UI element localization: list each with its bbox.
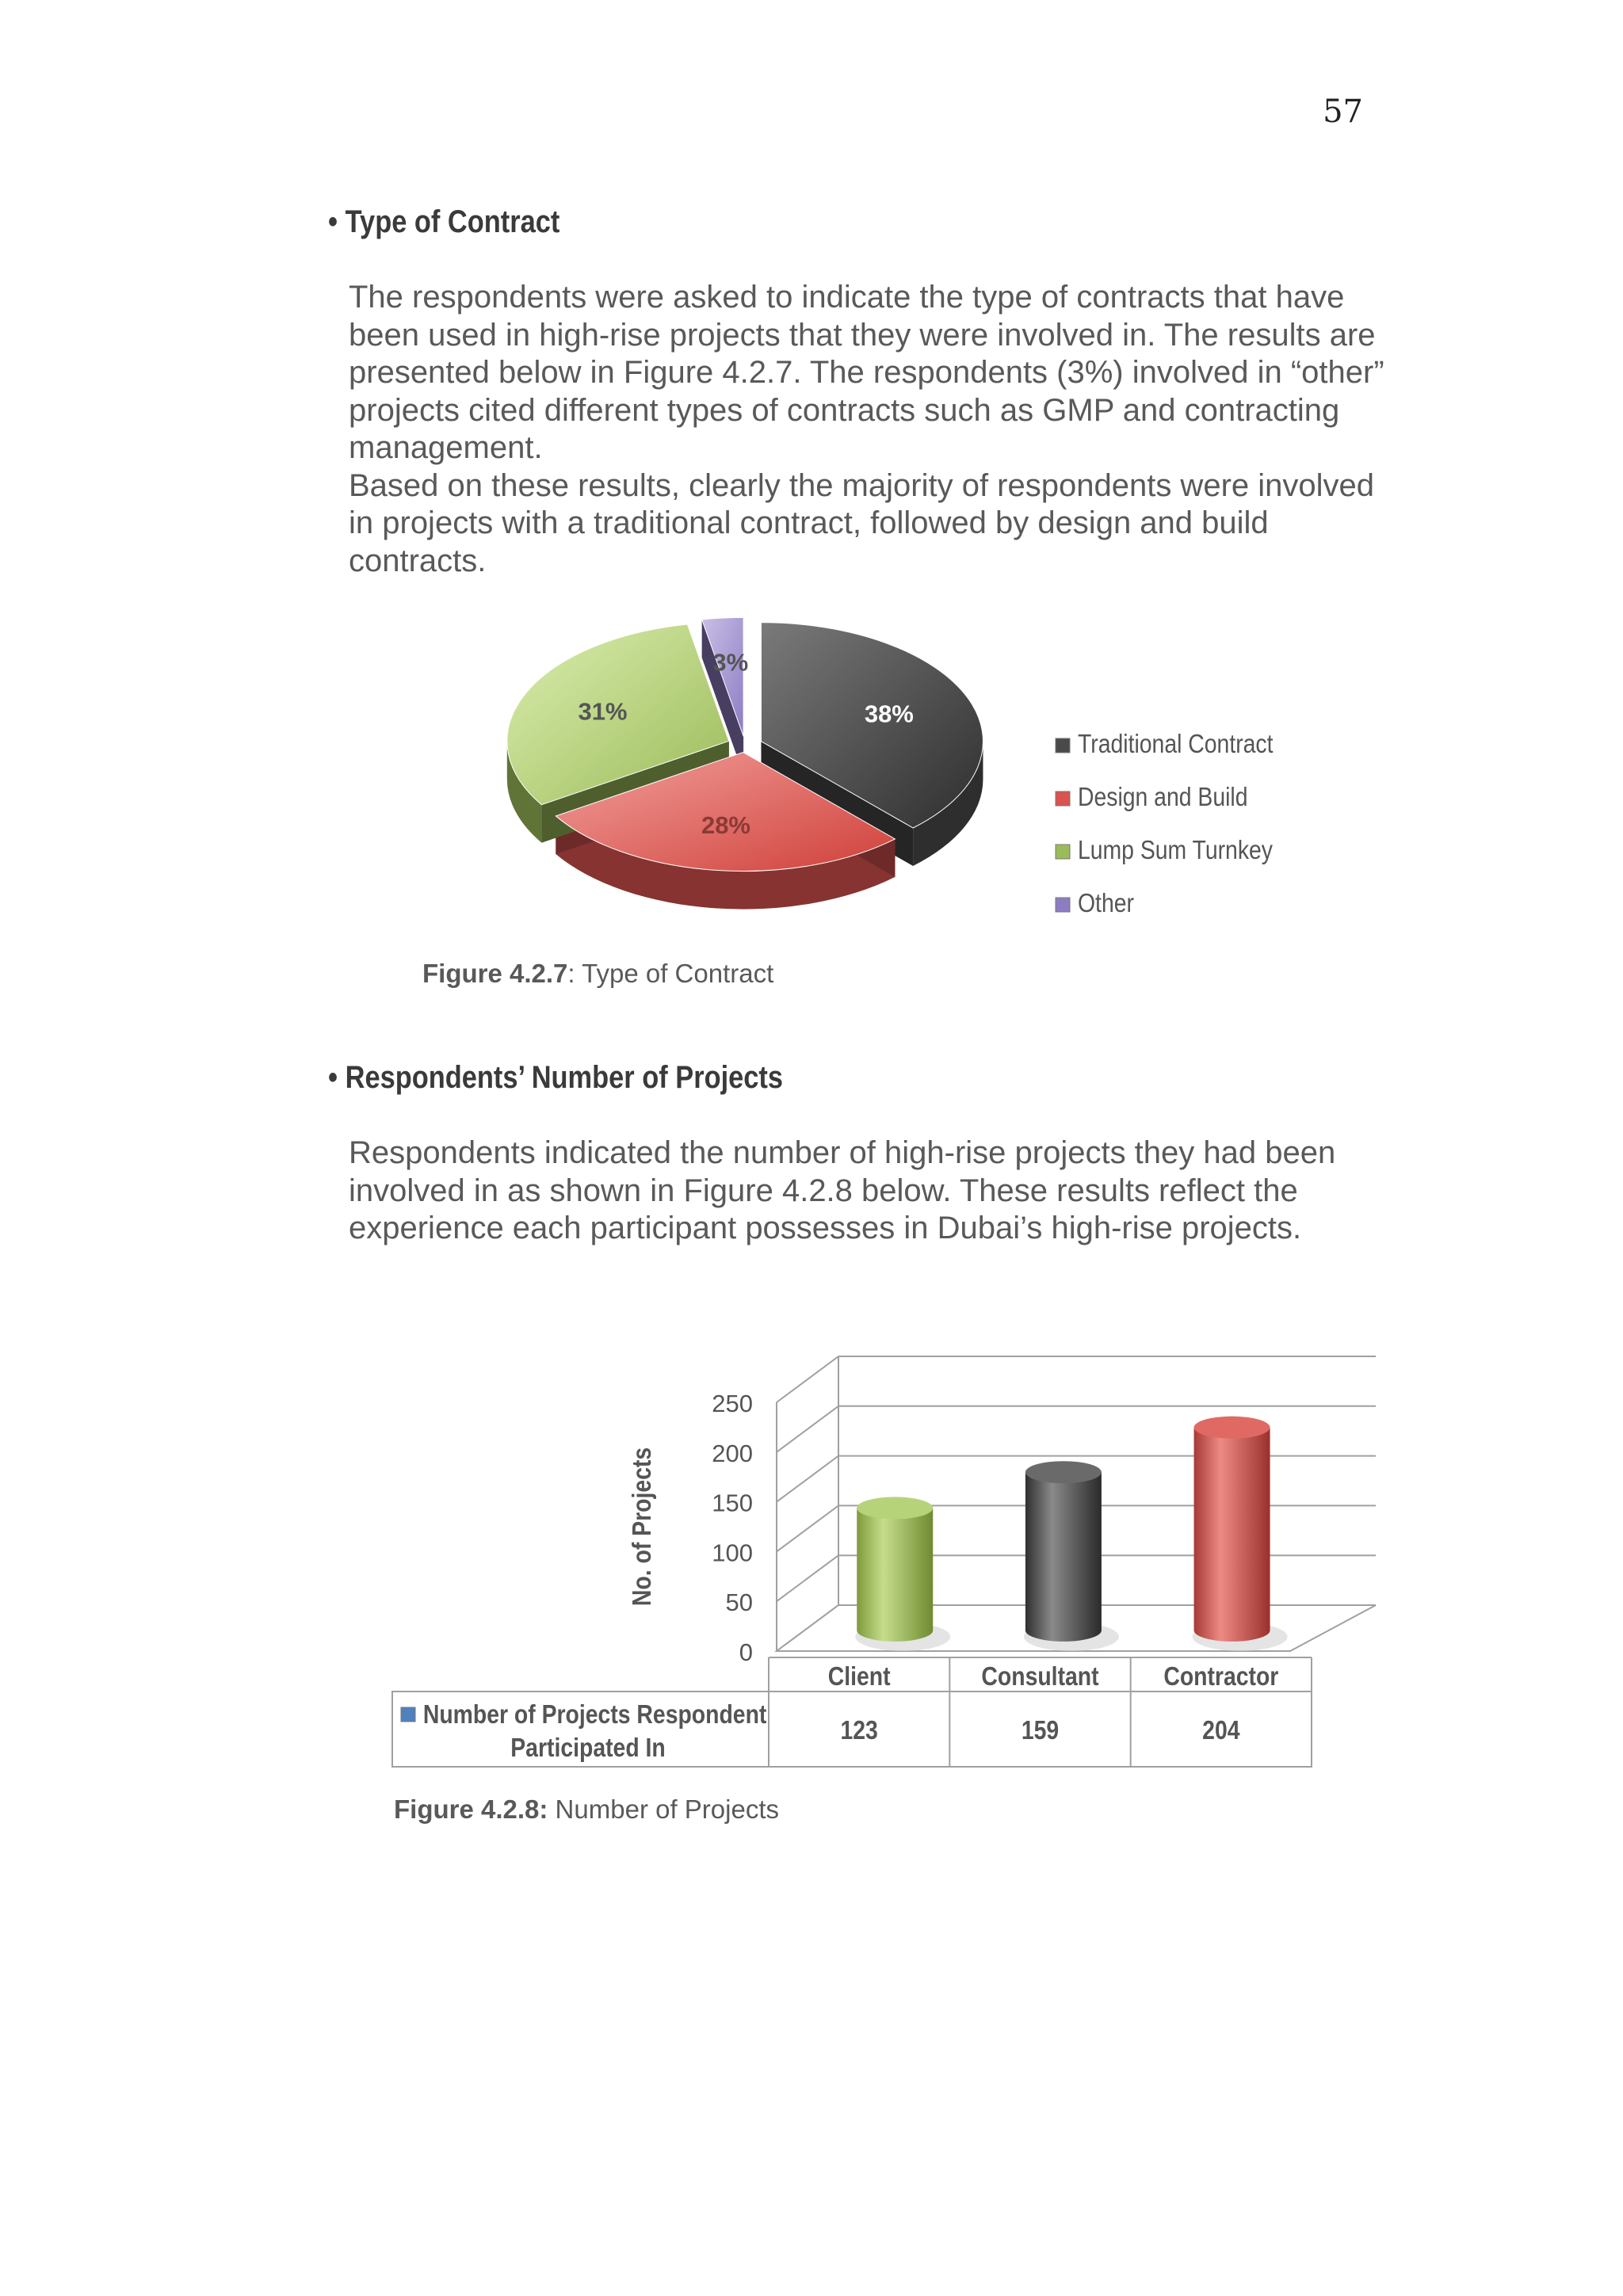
caption-label: Figure 4.2.7 [422, 959, 568, 988]
section-heading-type-of-contract: • Type of Contract [328, 204, 560, 239]
type-of-contract-text [349, 279, 1395, 580]
bar [1194, 1428, 1270, 1642]
page-number: 57 [1323, 93, 1363, 130]
legend-label: Traditional Contract [1078, 728, 1274, 759]
bar-top [1025, 1461, 1102, 1483]
pie-data-label: 28% [701, 810, 751, 839]
gridline [777, 1505, 838, 1551]
pie-chart [491, 594, 1284, 927]
bar [857, 1508, 933, 1641]
bar-chart [380, 1355, 1411, 1775]
table-value: 123 [840, 1714, 878, 1745]
paragraph: The respondents were asked to indicate the type of contracts that have been used in high-rise projects that they were involved in. The results are presented below in Figure 4.2.7. The respondents (3%) involved in “other” projects cited different types of contracts such as GMP and contracting management. [349, 280, 1384, 465]
legend-label: Design and Build [1078, 781, 1248, 812]
x-category-label: Client [827, 1661, 891, 1691]
caption-text: : Type of Contract [567, 959, 774, 988]
figure-caption [394, 1794, 779, 1825]
y-tick-label: 50 [725, 1589, 753, 1617]
table-value: 204 [1202, 1714, 1240, 1745]
legend-label: Lump Sum Turnkey [1078, 834, 1273, 865]
gridline [777, 1406, 838, 1452]
bar-top [857, 1497, 933, 1519]
pie-data-label: 31% [578, 697, 628, 726]
section-heading-number-of-projects: • Respondents’ Number of Projects [328, 1060, 784, 1095]
y-tick-label: 0 [739, 1638, 753, 1666]
series-name: Number of Projects Respondent Participated In [422, 1699, 767, 1763]
legend-swatch [1056, 898, 1070, 912]
paragraph: Respondents indicated the number of high-rise projects they had been involved in as shown in Figure 4.2.8 below. These results reflect the experience each participant possesses in Dubai’s high-rise projects. [349, 1135, 1336, 1245]
y-tick-label: 150 [712, 1489, 753, 1517]
paragraph: Based on these results, clearly the majority of respondents were involved in projects with a traditional contract, followed by design and build contracts. [349, 467, 1375, 578]
pie-data-label: 3% [712, 648, 749, 677]
x-category-label: Contractor [1163, 1661, 1279, 1691]
figure-caption [422, 959, 773, 989]
legend-label: Other [1078, 887, 1134, 918]
gridline [777, 1555, 838, 1601]
y-tick-label: 200 [712, 1439, 753, 1467]
legend-swatch [401, 1707, 415, 1722]
x-category-label: Consultant [981, 1661, 1099, 1691]
y-tick-label: 250 [712, 1390, 753, 1417]
y-axis-label: No. of Projects [626, 1447, 657, 1607]
legend-swatch [1056, 791, 1070, 806]
number-of-projects-text [349, 1135, 1395, 1248]
bar [1025, 1472, 1102, 1642]
y-tick-label: 100 [712, 1539, 753, 1567]
legend-swatch [1056, 738, 1070, 753]
table-value: 159 [1021, 1714, 1060, 1745]
bar-top [1194, 1417, 1270, 1439]
pie-data-label: 38% [864, 700, 914, 728]
caption-text: Number of Projects [548, 1794, 779, 1824]
legend-swatch [1056, 845, 1070, 859]
gridline [777, 1456, 838, 1502]
caption-label: Figure 4.2.8: [394, 1794, 548, 1824]
gridline [777, 1356, 838, 1402]
